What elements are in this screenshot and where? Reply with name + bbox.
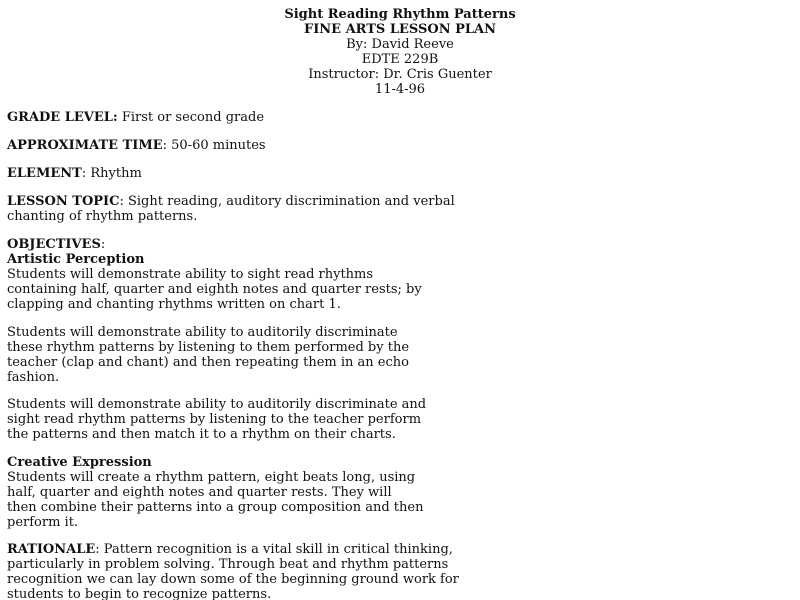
rationale-label: RATIONALE [7, 542, 96, 557]
objective-para-3-line-2: sight read rhythm patterns by listening to the teacher perform [7, 412, 422, 427]
objective-para-4-line-3: then combine their patterns into a group composition and then [7, 500, 424, 515]
lesson-topic-line-2: chanting of rhythm patterns. [7, 209, 198, 224]
approx-time-value: : 50-60 minutes [162, 138, 266, 153]
element-section [7, 166, 447, 181]
rationale-section [7, 542, 459, 600]
objective-para-4-line-2: half, quarter and eighth notes and quarter rests. They will [7, 485, 392, 500]
lesson-topic-label: LESSON TOPIC [7, 194, 120, 209]
date-line: 11-4-96 [374, 82, 426, 97]
lesson-topic-line-1 [7, 194, 455, 209]
grade-level-label: GRADE LEVEL: [7, 110, 118, 125]
objective-para-3 [7, 397, 447, 442]
grade-level-section [7, 110, 447, 125]
lesson-topic-text-1: : Sight reading, auditory discrimination and verbal [119, 194, 455, 209]
objective-para-1-line-2: containing half, quarter and eighth notes and quarter rests; by [7, 282, 422, 297]
rationale-line-1 [7, 542, 453, 557]
rationale-line-3: recognition we can lay down some of the beginning ground work for [7, 572, 459, 587]
objectives-section [7, 237, 447, 312]
element-line [7, 166, 447, 181]
creative-expression-heading: Creative Expression [7, 455, 152, 470]
author-line: By: David Reeve [346, 37, 454, 52]
objective-para-1-line-3: clapping and chanting rhythms written on chart 1. [7, 297, 341, 312]
objectives-heading [7, 237, 447, 252]
document-header [0, 7, 800, 97]
element-value: : Rhythm [81, 166, 142, 181]
course-line: EDTE 229B [361, 52, 439, 67]
objective-para-3-line-3: the patterns and then match it to a rhythm on their charts. [7, 427, 396, 442]
rationale-line-2: particularly in problem solving. Through beat and rhythm patterns [7, 557, 449, 572]
approx-time-line [7, 138, 447, 153]
artistic-perception-heading: Artistic Perception [7, 252, 145, 267]
objective-para-3-line-1: Students will demonstrate ability to auditorily discriminate and [7, 397, 427, 412]
instructor-line: Instructor: Dr. Cris Guenter [308, 67, 492, 82]
approx-time-section [7, 138, 447, 153]
document-subtitle: FINE ARTS LESSON PLAN [303, 22, 497, 37]
objective-para-2-line-1: Students will demonstrate ability to auditorily discriminate [7, 325, 398, 340]
approx-time-label: APPROXIMATE TIME [7, 138, 163, 153]
objective-para-2-line-2: these rhythm patterns by listening to them performed by the [7, 340, 410, 355]
rationale-text-1: : Pattern recognition is a vital skill in critical thinking, [95, 542, 453, 557]
objective-para-4-line-1: Students will create a rhythm pattern, eight beats long, using [7, 470, 416, 485]
objectives-colon: : [100, 237, 106, 252]
grade-level-line [7, 110, 447, 125]
objectives-label: OBJECTIVES [7, 237, 101, 252]
element-label: ELEMENT [7, 166, 82, 181]
document-title: Sight Reading Rhythm Patterns [284, 7, 516, 22]
objective-para-2-line-4: fashion. [7, 370, 60, 385]
objective-para-1-line-1: Students will demonstrate ability to sight read rhythms [7, 267, 374, 282]
objective-para-2-line-3: teacher (clap and chant) and then repeating them in an echo [7, 355, 409, 370]
rationale-line-4: students to begin to recognize patterns. [7, 587, 272, 600]
grade-level-value: First or second grade [117, 110, 265, 125]
objective-para-2 [7, 325, 447, 385]
lesson-topic-section [7, 194, 455, 224]
objective-para-4-line-4: perform it. [7, 515, 79, 530]
creative-expression-section [7, 455, 447, 530]
